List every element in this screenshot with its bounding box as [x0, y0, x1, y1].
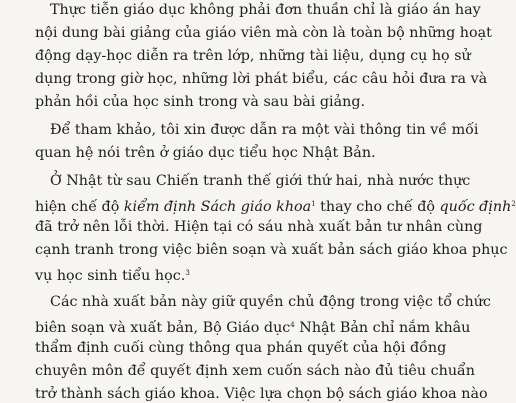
footnote-ref-1[interactable]: 1 — [311, 200, 316, 208]
text-line: Ở Nhật từ sau Chiến tranh thế giới thứ hai, nhà nước thực — [50, 173, 471, 189]
footnote-ref-4[interactable]: 4 — [290, 321, 295, 329]
text-line: hiện chế độ kiểm định Sách giáo khoa$^1$ thay cho chế độ quốc định$^2$ — [35, 199, 516, 215]
text-line: phản hồi của học sinh trong và sau bài giảng. — [35, 94, 366, 110]
footnote-ref-3[interactable]: 3 — [185, 269, 190, 277]
text-line: quan hệ nói trên ở giáo dục tiểu học Nhật Bản. — [35, 145, 376, 161]
text-line: cạnh tranh trong việc biên soạn và xuất bản sách giáo khoa phục — [35, 242, 508, 258]
text-line: Thực tiễn giáo dục không phải đơn thuần chỉ là giáo án hay — [50, 2, 481, 18]
text-line: trở thành sách giáo khoa. Việc lựa chọn bộ sách giáo khoa nào — [35, 386, 488, 402]
text-line: động dạy-học diễn ra trên lớp, những tài liệu, dụng cụ họ sử — [35, 48, 471, 64]
text-line: Để tham khảo, tôi xin được dẫn ra một vài thông tin về mối — [50, 122, 479, 138]
italic-term-kiem-dinh: kiểm định Sách giáo khoa — [123, 199, 312, 215]
text-line: Các nhà xuất bản này giữ quyền chủ động trong việc tổ chức — [50, 294, 491, 310]
footnote-ref-2[interactable]: 2 — [511, 200, 516, 208]
text-line: dụng trong giờ học, những lời phát biểu, các câu hỏi đưa ra và — [35, 71, 488, 87]
text-line: chuyên môn để quyết định xem cuốn sách nào đủ tiêu chuẩn — [35, 363, 475, 379]
italic-term-quoc-dinh: quốc định — [439, 199, 512, 215]
text-line: vụ học sinh tiểu học.$^3$ — [35, 268, 190, 284]
text-line: đã trở nên lỗi thời. Hiện tại có sáu nhà xuất bản tư nhân cùng — [35, 219, 483, 235]
text-line: nội dung bài giảng của giáo viên mà còn là toàn bộ những hoạt — [35, 25, 492, 41]
text-line: thẩm định cuối cùng thông qua phán quyết của hội đồng — [35, 340, 447, 356]
text-line: biên soạn và xuất bản, Bộ Giáo dục$^4$ Nhật Bản chỉ nắm khâu — [35, 320, 471, 336]
